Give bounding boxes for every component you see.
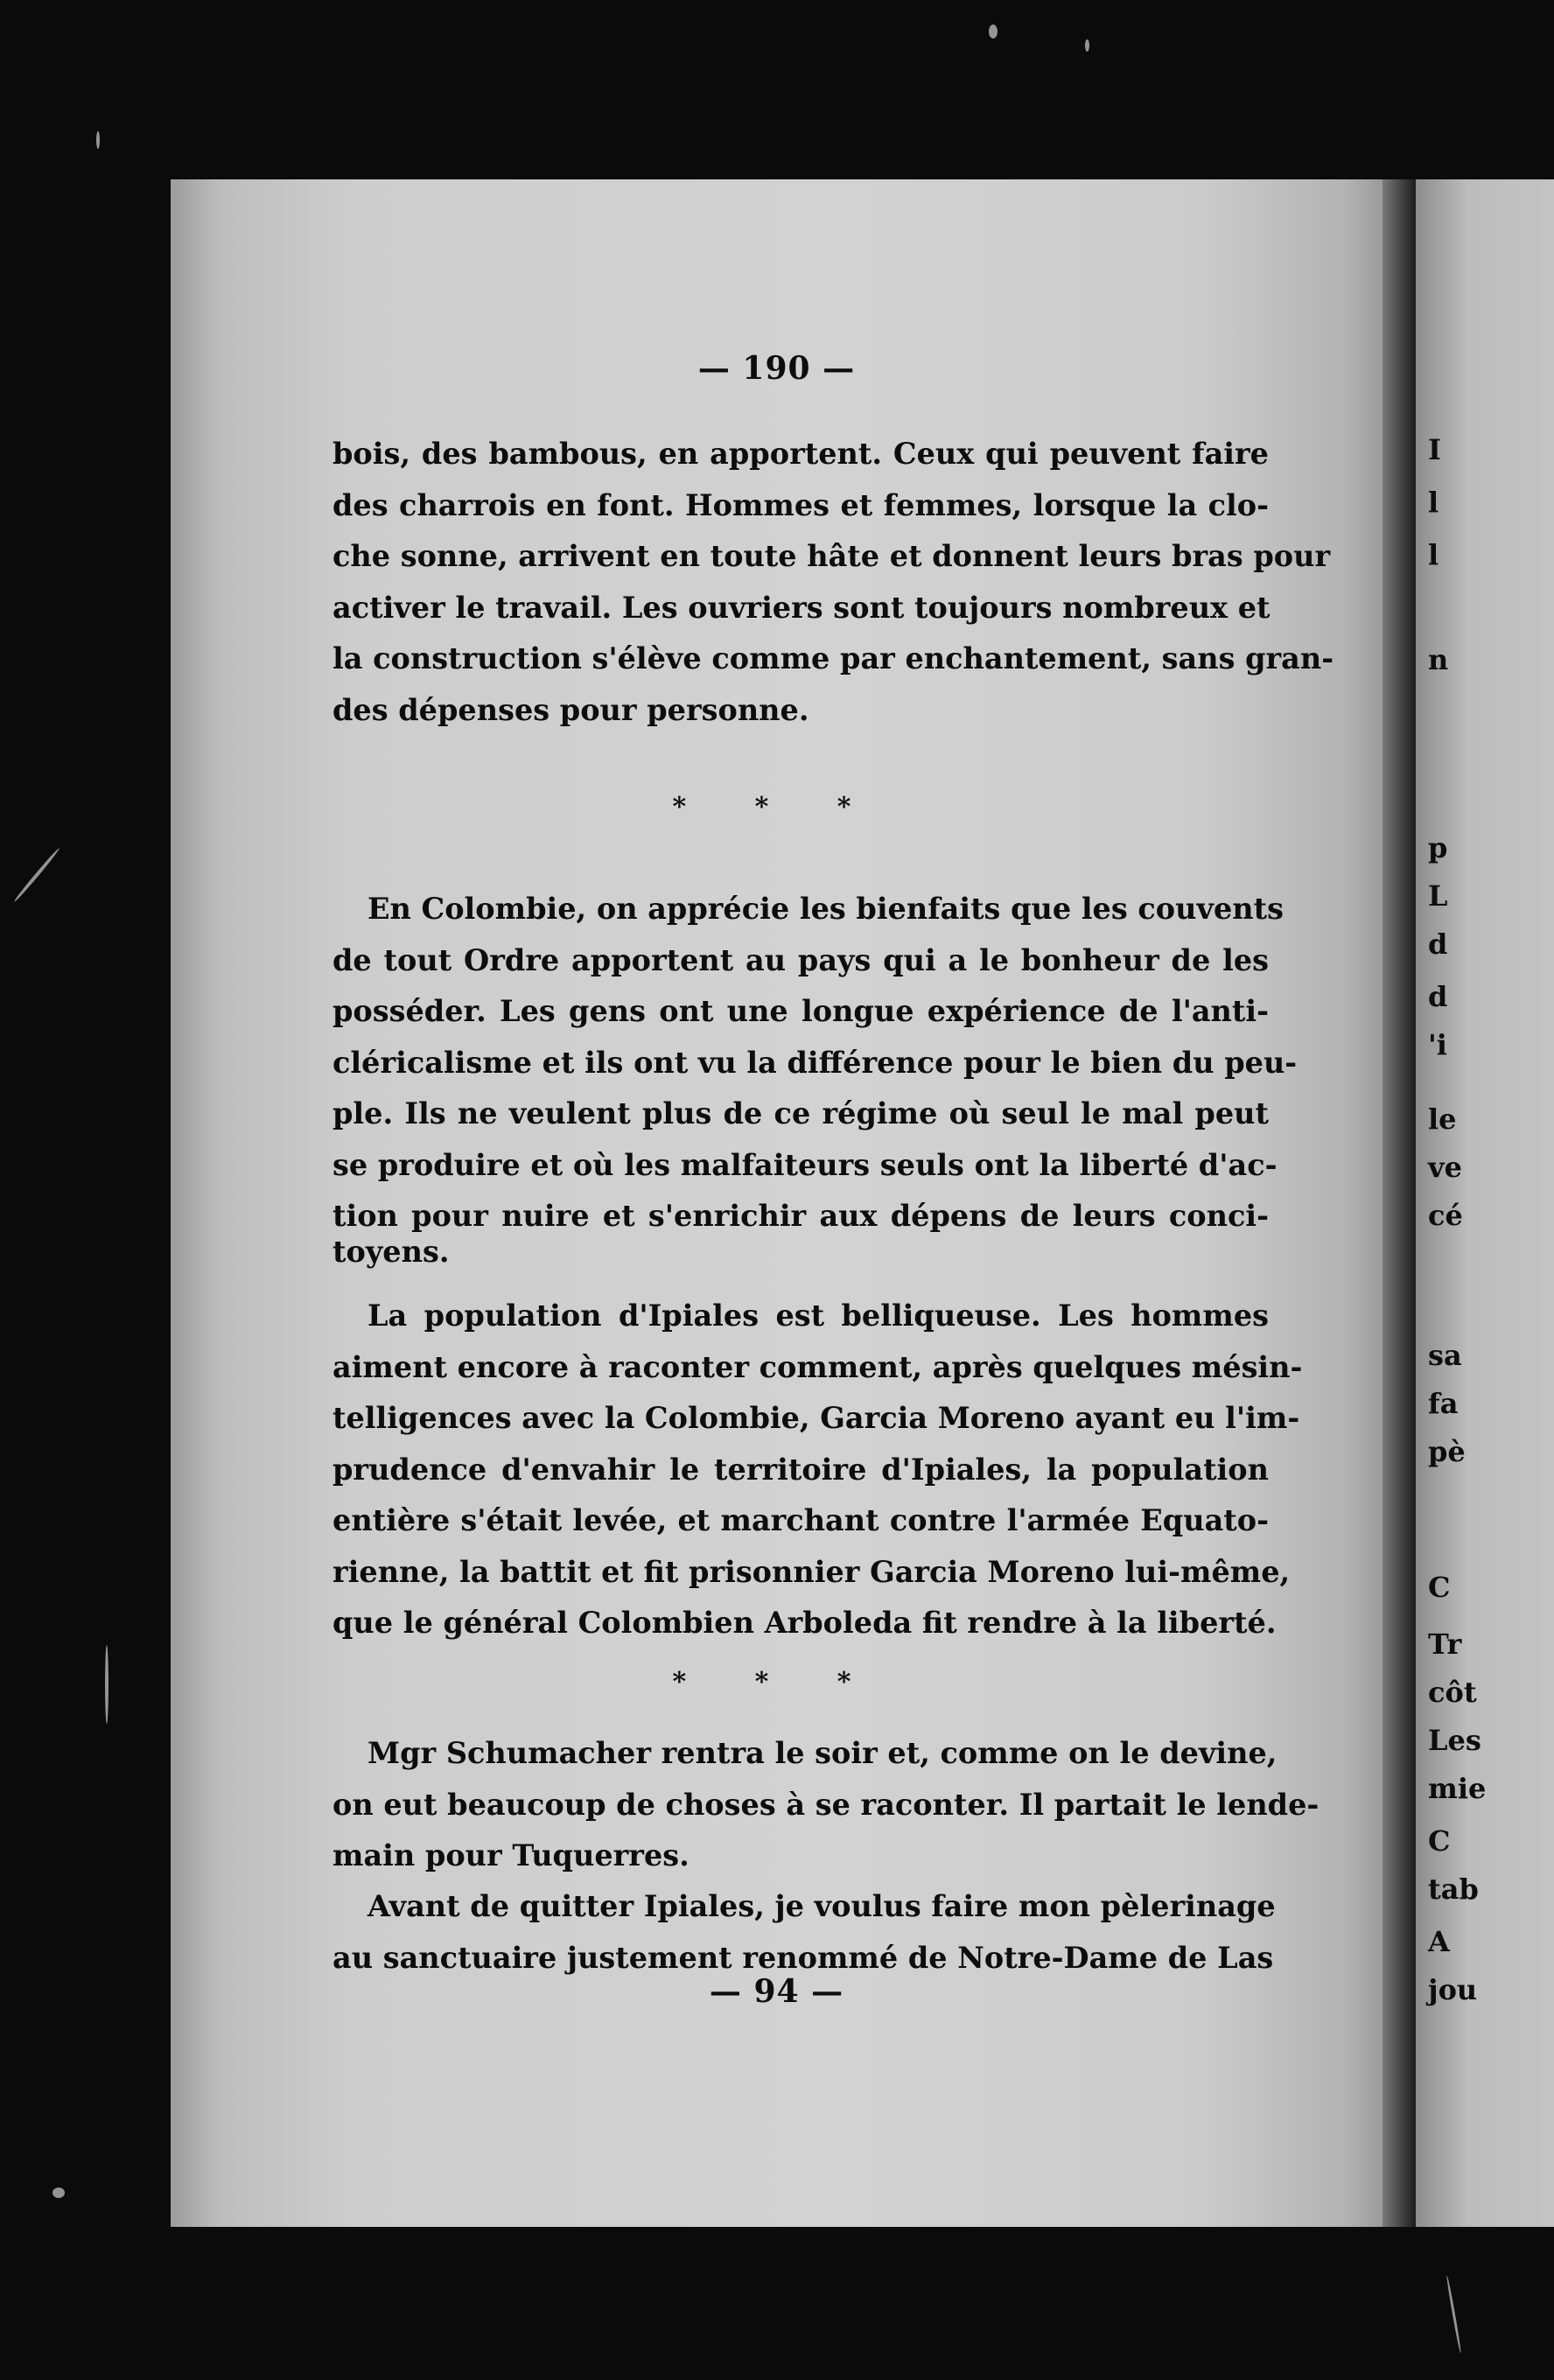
film-speck [105,1645,108,1724]
film-speck [989,24,998,38]
adjacent-text-fragment: mie [1428,1772,1487,1805]
paragraph-2 [332,884,1298,1278]
text-line: ple. Ils ne veulent plus de ce régime où seul le mal peut [332,1096,1269,1130]
adjacent-text-fragment: A [1428,1925,1450,1958]
film-speck [52,2188,65,2198]
text-line: tion pour nuire et s'enrichir aux dépens de leurs conci- [332,1199,1269,1233]
adjacent-text-fragment: jou [1428,1973,1478,2006]
text-line: entière s'était levée, et marchant contre l'armée Equato- [332,1503,1269,1537]
adjacent-text-fragment: côt [1428,1676,1477,1709]
paragraph-5 [332,1881,1276,1984]
adjacent-text-fragment: fa [1428,1387,1459,1420]
adjacent-text-fragment: pè [1428,1435,1466,1468]
section-separator: * * * [672,1667,881,1698]
adjacent-text-fragment: d [1428,980,1448,1013]
adjacent-text-fragment: C [1428,1571,1451,1604]
film-speck [1446,2275,1462,2353]
film-speck [13,847,60,903]
text-line: En Colombie, on apprécie les bienfaits que les couvents [368,892,1284,926]
adjacent-text-fragment: I [1428,433,1441,466]
text-line: main pour Tuquerres. [332,1838,690,1872]
text-line: la construction s'élève comme par enchantement, sans gran- [332,641,1334,676]
text-line: che sonne, arrivent en toute hâte et donnent leurs bras pour [332,539,1331,573]
adjacent-text-fragment: tab [1428,1872,1479,1906]
text-line: se produire et où les malfaiteurs seuls ont la liberté d'ac- [332,1147,1278,1182]
text-line: toyens. [332,1234,450,1269]
adjacent-text-fragment: le [1428,1102,1457,1136]
adjacent-text-fragment: l [1428,538,1439,571]
adjacent-text-fragment: d [1428,928,1448,961]
paragraph-3 [332,1291,1303,1649]
text-line: des charrois en font. Hommes et femmes, lorsque la clo- [332,487,1269,522]
text-line: au sanctuaire justement renommé de Notre-Dame de Las [332,1940,1274,1975]
page-number-header: — 190 — [697,350,856,387]
text-line: bois, des bambous, en apportent. Ceux qui peuvent faire [332,437,1269,471]
adjacent-text-fragment: n [1428,643,1449,676]
adjacent-text-fragment: C [1428,1824,1451,1858]
film-speck [96,131,100,149]
page-number-footer: — 94 — [709,1973,844,2010]
text-line: rienne, la battit et fit prisonnier Garcia Moreno lui-même, [332,1554,1291,1589]
text-line: on eut beaucoup de choses à se raconter. Il partait le lende- [332,1787,1320,1822]
text-line: aiment encore à raconter comment, après quelques mésin- [332,1349,1303,1384]
text-line: de tout Ordre apportent au pays qui a le bonheur de les [332,942,1269,977]
text-line: Mgr Schumacher rentra le soir et, comme on le devine, [368,1736,1278,1770]
film-speck [1085,39,1089,52]
adjacent-text-fragment: cé [1428,1199,1463,1232]
text-line: posséder. Les gens ont une longue expérience de l'anti- [332,994,1269,1028]
book-page [171,179,1382,2227]
text-line: prudence d'envahir le territoire d'Ipiales, la population [332,1452,1269,1487]
page-gutter [1382,179,1416,2227]
adjacent-text-fragment: sa [1428,1339,1462,1372]
text-line: activer le travail. Les ouvriers sont toujours nombreux et [332,590,1270,625]
adjacent-page-edge [1416,179,1554,2227]
adjacent-text-fragment: L [1428,879,1448,913]
adjacent-text-fragment: Les [1428,1724,1481,1757]
adjacent-text-fragment: p [1428,831,1448,864]
text-line: des dépenses pour personne. [332,692,809,727]
text-line: Avant de quitter Ipiales, je voulus faire mon pèlerinage [368,1889,1276,1923]
text-line: telligences avec la Colombie, Garcia Moreno ayant eu l'im- [332,1401,1300,1435]
text-line: La population d'Ipiales est belliqueuse. Les hommes [368,1298,1269,1333]
adjacent-text-fragment: 'i [1428,1028,1447,1061]
paragraph-1 [332,429,1334,736]
adjacent-text-fragment: ve [1428,1151,1462,1184]
adjacent-text-fragment: l [1428,486,1439,519]
paragraph-4 [332,1728,1320,1882]
section-separator: * * * [672,792,881,822]
adjacent-text-fragment: Tr [1428,1628,1462,1661]
text-line: que le général Colombien Arboleda fit rendre à la liberté. [332,1606,1277,1640]
text-line: cléricalisme et ils ont vu la différence pour le bien du peu- [332,1045,1298,1080]
